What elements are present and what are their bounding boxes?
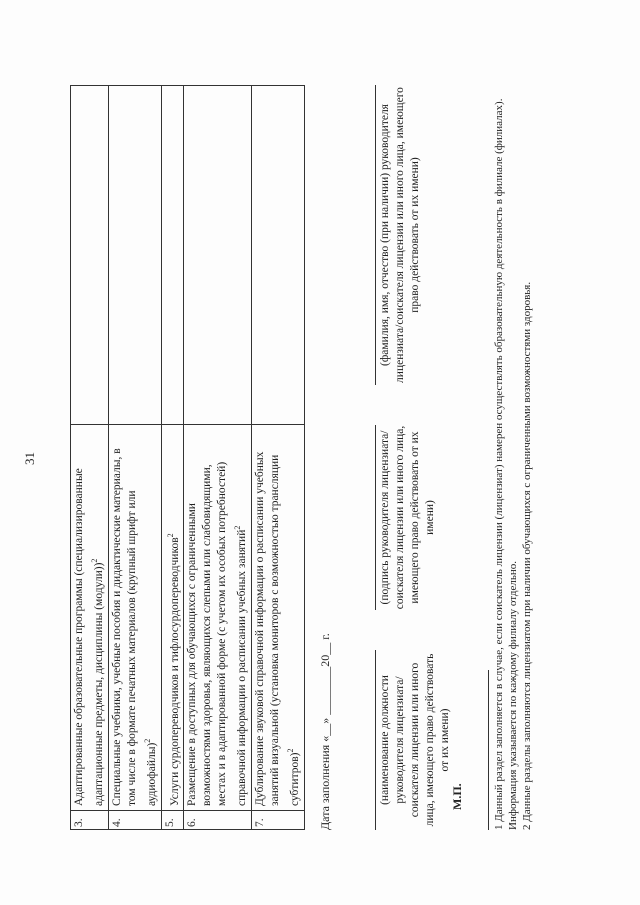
row-number: 3. (71, 811, 109, 830)
row-number: 5. (161, 811, 184, 830)
row-number: 7. (252, 811, 305, 830)
signature-caption-signature: (подпись руководителя лицензиата/соискателя лицензии или иного лица, имеющего право действовать от их имени) (375, 425, 438, 610)
signature-caption-position: (наименование должности руководителя лицензиата/соискателя лицензии или иного лица, имеющего право действовать от их имени) (375, 650, 453, 830)
row-text: Дублирование звуковой справочной информации о расписании учебных занятий визуальной (установка мониторов с возможностью трансляции субтитров)$^2$ (252, 425, 305, 811)
row-value-cell (161, 86, 184, 425)
facilities-table (70, 85, 305, 830)
stamp-mark: М.П. (450, 783, 464, 810)
table-row (108, 86, 161, 830)
table-row (252, 86, 305, 830)
signature-caption-fullname: (фамилия, имя, отчество (при наличии) руководителя лицензиата/соискателя лицензии или иного лица, имеющего право действовать от их имени) (375, 85, 423, 385)
row-value-cell (108, 86, 161, 425)
footnotes (492, 70, 534, 830)
row-number: 6. (184, 811, 252, 830)
table-row (184, 86, 252, 830)
page-number: 31 (22, 452, 37, 465)
row-text: Размещение в доступных для обучающихся с ограниченными возможностями здоровья, являющихся слепыми или слабовидящими, местах и в адаптированной форме (с учетом их особых потребностей) справочной информации о расписании учебных занятий$^2$ (184, 425, 252, 811)
row-value-cell (71, 86, 109, 425)
row-value-cell (252, 86, 305, 425)
table-row (71, 86, 109, 830)
fill-date-line: Дата заполнения «__» ________20__ г. (318, 633, 332, 830)
table-row (161, 86, 184, 830)
row-value-cell (184, 86, 252, 425)
row-text: Специальные учебники, учебные пособия и дидактические материалы, в том числе в формате печатных материалов (крупный шрифт или аудиофайлы)$^2$ (108, 425, 161, 811)
footnote-divider (488, 670, 489, 830)
footnote: 2 Данные разделы заполняются лицензиатом при наличии обучающихся с ограниченными возможностями здоровья. (521, 281, 533, 830)
row-number: 4. (108, 811, 161, 830)
row-text: Адаптированные образовательные программы (специализированные адаптационные предметы, дисциплины (модули))$^2$ (71, 425, 109, 811)
footnote: 1 Данный раздел заполняется в случае, если соискатель лицензии (лицензиат) намерен осуществлять образовательную деятельность в филиале (филиалах). Информация указывается по каждому филиалу отдельно. (493, 98, 519, 830)
row-text: Услуги сурдопереводчиков и тифлосурдопереводчиков$^2$ (161, 425, 184, 811)
